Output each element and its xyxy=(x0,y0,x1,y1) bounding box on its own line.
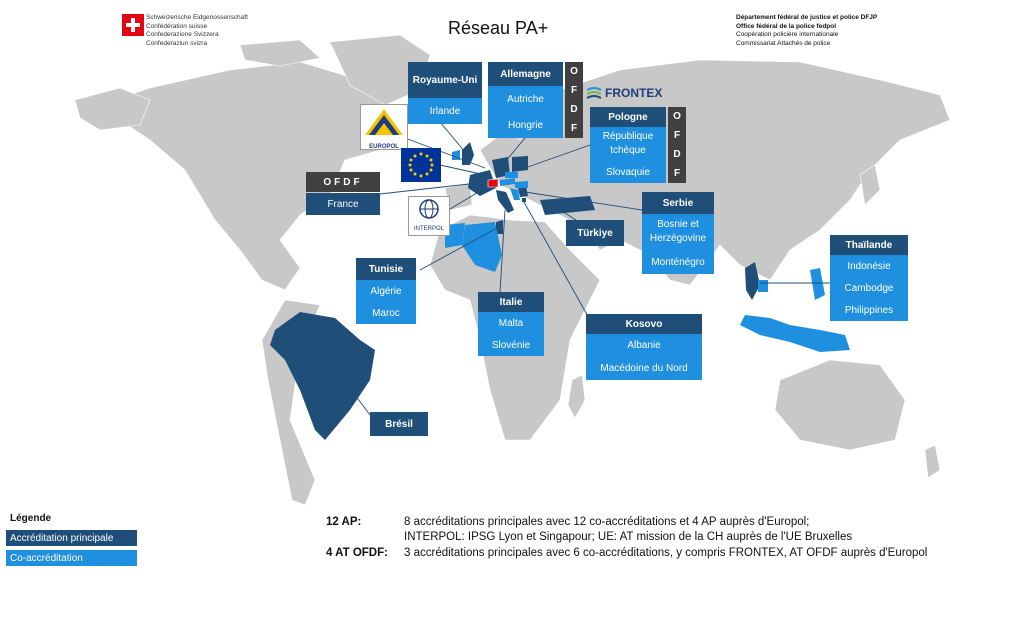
box-poland-co-1: République tchèque xyxy=(590,127,666,161)
box-uk xyxy=(408,62,482,124)
ofdf-letter: D xyxy=(673,149,681,160)
legend-principal: Accréditation principale xyxy=(6,530,137,546)
italy-shape xyxy=(496,190,514,213)
box-brazil xyxy=(370,412,428,436)
philippines-shape xyxy=(810,268,825,300)
swiss-flag-icon xyxy=(122,14,144,36)
note-ap-label: 12 AP: xyxy=(326,516,362,528)
box-thailand-co-3: Philippines xyxy=(830,299,908,321)
canada-islands xyxy=(240,40,320,66)
interpol-globe-icon xyxy=(417,197,441,221)
box-italy-co-2: Slovénie xyxy=(478,334,544,356)
kosovo-shape xyxy=(522,198,526,202)
department-text xyxy=(736,14,877,48)
ofdf-letter: F xyxy=(673,130,681,141)
ofdf-tag-france: OFDF xyxy=(306,172,380,192)
box-kosovo-main: Kosovo xyxy=(586,314,702,334)
box-brazil-main: Brésil xyxy=(370,412,428,436)
box-kosovo-co-1: Albanie xyxy=(586,334,702,356)
box-poland-main: Pologne xyxy=(590,107,666,127)
ofdf-letter: O xyxy=(673,111,681,122)
note-ofdf-line: 3 accréditations principales avec 6 co-accréditations, y compris FRONTEX, AT OFDF auprès d'Europol xyxy=(404,547,928,559)
ofdf-letter: F xyxy=(570,123,578,134)
box-uk-main: Royaume-Uni xyxy=(408,62,482,98)
note-ap-line2: INTERPOL: IPSG Lyon et Singapour; UE: AT mission de la CH auprès de l'UE Bruxelles xyxy=(404,531,853,543)
swiss-confederation-text xyxy=(146,14,248,48)
swiss-line-4: Confederaziun svizra xyxy=(146,39,208,47)
swiss-line-1: Schweizerische Eidgenossenschaft xyxy=(146,14,248,21)
box-serbia-co-2: Monténégro xyxy=(642,250,714,274)
box-thailand xyxy=(830,235,908,321)
eu-flag-icon xyxy=(401,148,441,182)
dept-line-4: Commissariat Attachés de police xyxy=(736,39,831,47)
note-ofdf-label: 4 AT OFDF: xyxy=(326,547,388,559)
switzerland-shape xyxy=(488,179,498,187)
box-tunisia-co-1: Algérie xyxy=(356,280,416,302)
swiss-line-2: Confédération suisse xyxy=(146,22,208,30)
new-zealand xyxy=(925,445,940,478)
legend-title: Légende xyxy=(10,513,52,524)
box-germany-co-1: Autriche xyxy=(488,86,563,112)
dept-line-3: Coopération policière internationale xyxy=(736,31,839,38)
europol-text: EUROPOL xyxy=(369,144,399,150)
box-italy xyxy=(478,292,544,356)
box-kosovo-co-2: Macédoine du Nord xyxy=(586,356,702,380)
box-france-main: France xyxy=(306,193,380,215)
box-poland-co-2: Slovaquie xyxy=(590,161,666,183)
dept-line-1: Département fédéral de justice et police DFJP xyxy=(736,14,878,21)
box-germany xyxy=(488,62,563,138)
europol-mark-icon xyxy=(361,105,407,139)
box-kosovo xyxy=(586,314,702,380)
box-germany-main: Allemagne xyxy=(488,62,563,86)
box-turkey-main: Türkiye xyxy=(566,220,624,246)
cambodia-shape xyxy=(758,280,768,292)
swiss-line-3: Confederazione Svizzera xyxy=(146,31,219,38)
page-title: Réseau PA+ xyxy=(448,18,549,38)
frontex-logo xyxy=(586,86,662,100)
madagascar xyxy=(568,375,585,418)
box-thailand-main: Thaïlande xyxy=(830,235,908,255)
frontex-mark-icon xyxy=(586,86,602,100)
box-serbia-co-1: Bosnie et Herzégovine xyxy=(642,214,714,250)
poland-shape xyxy=(512,156,528,172)
interpol-text: INTERPOL xyxy=(413,226,444,232)
box-poland xyxy=(590,107,666,183)
box-serbia-main: Serbie xyxy=(642,192,714,214)
box-serbia xyxy=(642,192,714,274)
box-tunisia xyxy=(356,258,416,324)
note-ap-line1: 8 accréditations principales avec 12 co-accréditations et 4 AP auprès d'Europol; xyxy=(404,516,810,528)
box-italy-main: Italie xyxy=(478,292,544,312)
box-thailand-co-2: Cambodge xyxy=(830,277,908,299)
ofdf-letter: D xyxy=(570,104,578,115)
box-tunisia-co-2: Maroc xyxy=(356,302,416,324)
ofdf-letter: O xyxy=(570,66,578,77)
ofdf-tag-poland xyxy=(668,107,686,183)
ofdf-letter: F xyxy=(673,168,681,179)
box-turkey xyxy=(566,220,624,246)
box-uk-co-1: Irlande xyxy=(408,98,482,124)
ofdf-letter: F xyxy=(570,85,578,96)
frontex-text: FRONTEX xyxy=(605,86,663,100)
dept-line-2: Office fédéral de la police fedpol xyxy=(736,22,837,30)
europol-logo xyxy=(360,104,408,150)
ofdf-tag-germany xyxy=(565,62,583,138)
box-france xyxy=(306,193,380,215)
box-germany-co-2: Hongrie xyxy=(488,112,563,138)
czech-shape xyxy=(505,172,518,178)
interpol-logo xyxy=(408,196,450,236)
australia xyxy=(775,360,905,450)
box-italy-co-1: Malta xyxy=(478,312,544,334)
box-tunisia-main: Tunisie xyxy=(356,258,416,280)
box-thailand-co-1: Indonésie xyxy=(830,255,908,277)
legend-co: Co-accréditation xyxy=(6,550,137,566)
hungary-shape xyxy=(515,181,528,188)
